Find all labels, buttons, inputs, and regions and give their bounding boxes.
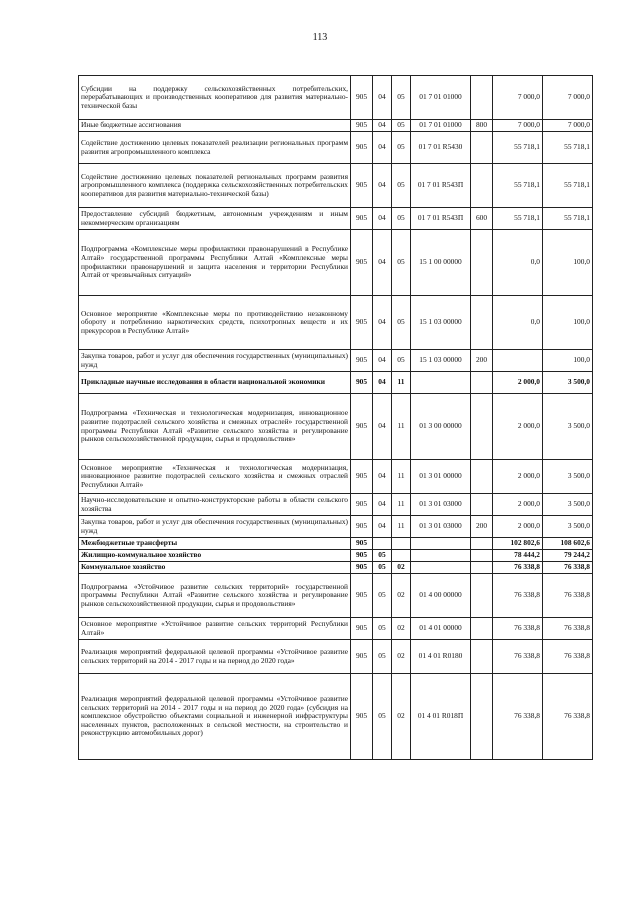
row-csr: 01 7 01 R5430 bbox=[411, 132, 471, 164]
row-vr bbox=[471, 550, 493, 562]
table-row bbox=[79, 674, 593, 760]
page-number: 113 bbox=[312, 32, 328, 43]
row-sum-1: 102 802,6 bbox=[493, 538, 543, 550]
row-gr: 905 bbox=[351, 208, 373, 230]
row-sum-2: 100,0 bbox=[543, 350, 593, 372]
table-row bbox=[79, 164, 593, 208]
table-row bbox=[79, 640, 593, 674]
row-csr: 15 1 03 00000 bbox=[411, 350, 471, 372]
row-sum-2: 3 500,0 bbox=[543, 494, 593, 516]
row-rz: 05 bbox=[373, 574, 392, 618]
row-vr bbox=[471, 76, 493, 120]
row-sum-1: 55 718,1 bbox=[493, 132, 543, 164]
table-row bbox=[79, 120, 593, 132]
row-csr: 01 7 01 R543П bbox=[411, 208, 471, 230]
row-csr: 01 3 01 00000 bbox=[411, 460, 471, 494]
row-name: Коммунальное хозяйство bbox=[79, 562, 351, 574]
row-csr bbox=[411, 550, 471, 562]
row-sum-2: 76 338,8 bbox=[543, 562, 593, 574]
row-gr: 905 bbox=[351, 550, 373, 562]
table-row bbox=[79, 460, 593, 494]
row-rz: 04 bbox=[373, 372, 392, 394]
row-sum-1: 55 718,1 bbox=[493, 208, 543, 230]
row-name: Межбюджетные трансферты bbox=[79, 538, 351, 550]
row-name: Закупка товаров, работ и услуг для обеспечения государственных (муниципальных) нужд bbox=[79, 350, 351, 372]
row-csr: 01 4 01 00000 bbox=[411, 618, 471, 640]
row-sum-2: 100,0 bbox=[543, 296, 593, 350]
row-sum-1: 76 338,8 bbox=[493, 574, 543, 618]
row-name: Подпрограмма «Комплексные меры профилактики правонарушений в Республике Алтай» государственной программы Республики Алтай «Комплексные меры профилактики правонарушений и защита населения и территории Республики Алтай от чрезвычайных ситуаций» bbox=[79, 230, 351, 296]
row-pr: 05 bbox=[392, 164, 411, 208]
row-vr bbox=[471, 164, 493, 208]
row-gr: 905 bbox=[351, 538, 373, 550]
row-name: Подпрограмма «Техническая и технологическая модернизация, инновационное развитие подотраслей сельского хозяйства и смежных отраслей» государственной программы Республики Алтай «Развитие сельского хозяйства и регулирование рынков сельскохозяйственной продукции, сырья и продовольствия» bbox=[79, 394, 351, 460]
row-name: Предоставление субсидий бюджетным, автономным учреждениям и иным некоммерческим организациям bbox=[79, 208, 351, 230]
row-csr: 01 7 01 01000 bbox=[411, 76, 471, 120]
row-csr: 01 7 01 01000 bbox=[411, 120, 471, 132]
row-vr bbox=[471, 372, 493, 394]
row-vr bbox=[471, 562, 493, 574]
table-row bbox=[79, 618, 593, 640]
row-name: Содействие достижению целевых показателей региональных программ развития агропромышленного комплекса (поддержка сельскохозяйственных потребительских кооперативов для развития материально-технической базы) bbox=[79, 164, 351, 208]
row-pr: 02 bbox=[392, 574, 411, 618]
row-gr: 905 bbox=[351, 76, 373, 120]
row-pr: 05 bbox=[392, 230, 411, 296]
budget-table bbox=[78, 75, 593, 760]
row-rz: 05 bbox=[373, 618, 392, 640]
row-pr: 02 bbox=[392, 674, 411, 760]
row-name: Прикладные научные исследования в области национальной экономики bbox=[79, 372, 351, 394]
table-row bbox=[79, 350, 593, 372]
row-pr: 11 bbox=[392, 460, 411, 494]
row-sum-2: 76 338,8 bbox=[543, 574, 593, 618]
row-vr bbox=[471, 494, 493, 516]
row-sum-1: 76 338,8 bbox=[493, 674, 543, 760]
row-csr bbox=[411, 372, 471, 394]
row-pr: 02 bbox=[392, 618, 411, 640]
row-vr bbox=[471, 132, 493, 164]
row-sum-2: 3 500,0 bbox=[543, 460, 593, 494]
row-name: Основное мероприятие «Техническая и технологическая модернизация, инновационное развитие подотраслей сельского хозяйства и смежных отраслей Республики Алтай» bbox=[79, 460, 351, 494]
row-csr bbox=[411, 538, 471, 550]
row-pr bbox=[392, 538, 411, 550]
row-pr bbox=[392, 550, 411, 562]
row-sum-2: 108 602,6 bbox=[543, 538, 593, 550]
row-rz: 05 bbox=[373, 562, 392, 574]
row-vr: 800 bbox=[471, 120, 493, 132]
row-sum-2: 3 500,0 bbox=[543, 516, 593, 538]
row-csr: 01 7 01 R543П bbox=[411, 164, 471, 208]
row-pr: 05 bbox=[392, 76, 411, 120]
row-rz: 05 bbox=[373, 550, 392, 562]
row-gr: 905 bbox=[351, 164, 373, 208]
row-rz: 04 bbox=[373, 76, 392, 120]
row-rz: 04 bbox=[373, 460, 392, 494]
table-row bbox=[79, 574, 593, 618]
row-rz: 04 bbox=[373, 394, 392, 460]
row-sum-1: 78 444,2 bbox=[493, 550, 543, 562]
row-sum-1: 0,0 bbox=[493, 296, 543, 350]
row-gr: 905 bbox=[351, 460, 373, 494]
row-sum-1: 0,0 bbox=[493, 230, 543, 296]
row-pr: 02 bbox=[392, 640, 411, 674]
row-pr: 11 bbox=[392, 516, 411, 538]
table-row bbox=[79, 372, 593, 394]
row-rz: 04 bbox=[373, 164, 392, 208]
row-name: Иные бюджетные ассигнования bbox=[79, 120, 351, 132]
row-rz: 05 bbox=[373, 674, 392, 760]
row-pr: 11 bbox=[392, 494, 411, 516]
row-vr bbox=[471, 394, 493, 460]
row-sum-1: 2 000,0 bbox=[493, 372, 543, 394]
row-gr: 905 bbox=[351, 296, 373, 350]
row-sum-1: 76 338,8 bbox=[493, 640, 543, 674]
row-gr: 905 bbox=[351, 516, 373, 538]
table-row bbox=[79, 76, 593, 120]
row-sum-1: 7 000,0 bbox=[493, 76, 543, 120]
row-gr: 905 bbox=[351, 120, 373, 132]
row-vr bbox=[471, 296, 493, 350]
table-row bbox=[79, 562, 593, 574]
row-vr bbox=[471, 574, 493, 618]
row-rz: 04 bbox=[373, 208, 392, 230]
row-gr: 905 bbox=[351, 562, 373, 574]
row-gr: 905 bbox=[351, 230, 373, 296]
row-csr: 01 3 01 03000 bbox=[411, 516, 471, 538]
row-vr bbox=[471, 460, 493, 494]
row-sum-2: 3 500,0 bbox=[543, 372, 593, 394]
row-sum-2: 55 718,1 bbox=[543, 164, 593, 208]
row-pr: 05 bbox=[392, 132, 411, 164]
row-vr bbox=[471, 640, 493, 674]
row-rz: 04 bbox=[373, 132, 392, 164]
row-sum-1 bbox=[493, 350, 543, 372]
row-gr: 905 bbox=[351, 372, 373, 394]
row-sum-2: 76 338,8 bbox=[543, 640, 593, 674]
table-row bbox=[79, 494, 593, 516]
row-sum-2: 55 718,1 bbox=[543, 132, 593, 164]
row-name: Реализация мероприятий федеральной целевой программы «Устойчивое развитие сельских территорий на 2014 - 2017 годы и на период до 2020 года» (субсидия на комплексное обустройство объектами социальной и инженерной инфраструктуры населенных пунктов, расположенных в сельской местности, на строительство и реконструкцию автомобильных дорог) bbox=[79, 674, 351, 760]
table-row bbox=[79, 208, 593, 230]
row-csr: 15 1 00 00000 bbox=[411, 230, 471, 296]
row-vr: 200 bbox=[471, 516, 493, 538]
row-sum-1: 55 718,1 bbox=[493, 164, 543, 208]
row-pr: 02 bbox=[392, 562, 411, 574]
row-gr: 905 bbox=[351, 674, 373, 760]
row-pr: 05 bbox=[392, 350, 411, 372]
row-sum-1: 76 338,8 bbox=[493, 618, 543, 640]
table-row bbox=[79, 516, 593, 538]
row-csr: 01 4 00 00000 bbox=[411, 574, 471, 618]
row-rz: 04 bbox=[373, 296, 392, 350]
row-csr: 01 3 00 00000 bbox=[411, 394, 471, 460]
row-name: Научно-исследовательские и опытно-конструкторские работы в области сельского хозяйства bbox=[79, 494, 351, 516]
row-pr: 05 bbox=[392, 120, 411, 132]
row-sum-1: 2 000,0 bbox=[493, 394, 543, 460]
row-rz: 04 bbox=[373, 120, 392, 132]
row-gr: 905 bbox=[351, 132, 373, 164]
row-gr: 905 bbox=[351, 574, 373, 618]
row-name: Содействие достижению целевых показателей реализации региональных программ развития агропромышленного комплекса bbox=[79, 132, 351, 164]
row-name: Реализация мероприятий федеральной целевой программы «Устойчивое развитие сельских территорий на 2014 - 2017 годы и на период до 2020 года» bbox=[79, 640, 351, 674]
row-csr bbox=[411, 562, 471, 574]
row-sum-2: 55 718,1 bbox=[543, 208, 593, 230]
row-sum-1: 7 000,0 bbox=[493, 120, 543, 132]
row-vr bbox=[471, 538, 493, 550]
row-pr: 05 bbox=[392, 296, 411, 350]
row-name: Субсидии на поддержку сельскохозяйственных потребительских, перерабатывающих и производственных кооперативов для развития материально-технической базы bbox=[79, 76, 351, 120]
row-gr: 905 bbox=[351, 494, 373, 516]
row-pr: 11 bbox=[392, 372, 411, 394]
row-sum-2: 100,0 bbox=[543, 230, 593, 296]
row-sum-1: 2 000,0 bbox=[493, 494, 543, 516]
row-rz: 04 bbox=[373, 230, 392, 296]
row-sum-2: 7 000,0 bbox=[543, 76, 593, 120]
row-vr: 200 bbox=[471, 350, 493, 372]
table-row bbox=[79, 550, 593, 562]
row-rz bbox=[373, 538, 392, 550]
row-csr: 01 4 01 R0180 bbox=[411, 640, 471, 674]
row-gr: 905 bbox=[351, 618, 373, 640]
row-sum-1: 76 338,8 bbox=[493, 562, 543, 574]
row-sum-2: 79 244,2 bbox=[543, 550, 593, 562]
row-name: Жилищно-коммунальное хозяйство bbox=[79, 550, 351, 562]
row-vr bbox=[471, 618, 493, 640]
table-row bbox=[79, 296, 593, 350]
row-vr bbox=[471, 230, 493, 296]
row-gr: 905 bbox=[351, 640, 373, 674]
table-row bbox=[79, 132, 593, 164]
table-row bbox=[79, 394, 593, 460]
row-rz: 05 bbox=[373, 640, 392, 674]
row-vr bbox=[471, 674, 493, 760]
row-sum-2: 7 000,0 bbox=[543, 120, 593, 132]
row-rz: 04 bbox=[373, 350, 392, 372]
table-row bbox=[79, 538, 593, 550]
row-gr: 905 bbox=[351, 394, 373, 460]
row-csr: 15 1 03 00000 bbox=[411, 296, 471, 350]
row-csr: 01 3 01 03000 bbox=[411, 494, 471, 516]
row-sum-2: 76 338,8 bbox=[543, 618, 593, 640]
row-rz: 04 bbox=[373, 494, 392, 516]
row-name: Основное мероприятие «Комплексные меры по противодействию незаконному обороту и потреблению наркотических средств, психотропных веществ и их прекурсоров в Республике Алтай» bbox=[79, 296, 351, 350]
row-sum-1: 2 000,0 bbox=[493, 460, 543, 494]
table-row bbox=[79, 230, 593, 296]
row-name: Основное мероприятие «Устойчивое развитие сельских территорий Республики Алтай» bbox=[79, 618, 351, 640]
row-csr: 01 4 01 R018П bbox=[411, 674, 471, 760]
row-sum-2: 3 500,0 bbox=[543, 394, 593, 460]
row-vr: 600 bbox=[471, 208, 493, 230]
row-rz: 04 bbox=[373, 516, 392, 538]
row-sum-2: 76 338,8 bbox=[543, 674, 593, 760]
row-gr: 905 bbox=[351, 350, 373, 372]
row-pr: 05 bbox=[392, 208, 411, 230]
row-sum-1: 2 000,0 bbox=[493, 516, 543, 538]
row-name: Закупка товаров, работ и услуг для обеспечения государственных (муниципальных) нужд bbox=[79, 516, 351, 538]
row-pr: 11 bbox=[392, 394, 411, 460]
row-name: Подпрограмма «Устойчивое развитие сельских территорий» государственной программы Республики Алтай «Развитие сельского хозяйства и регулирование рынков сельскохозяйственной продукции, сырья и продовольствия» bbox=[79, 574, 351, 618]
